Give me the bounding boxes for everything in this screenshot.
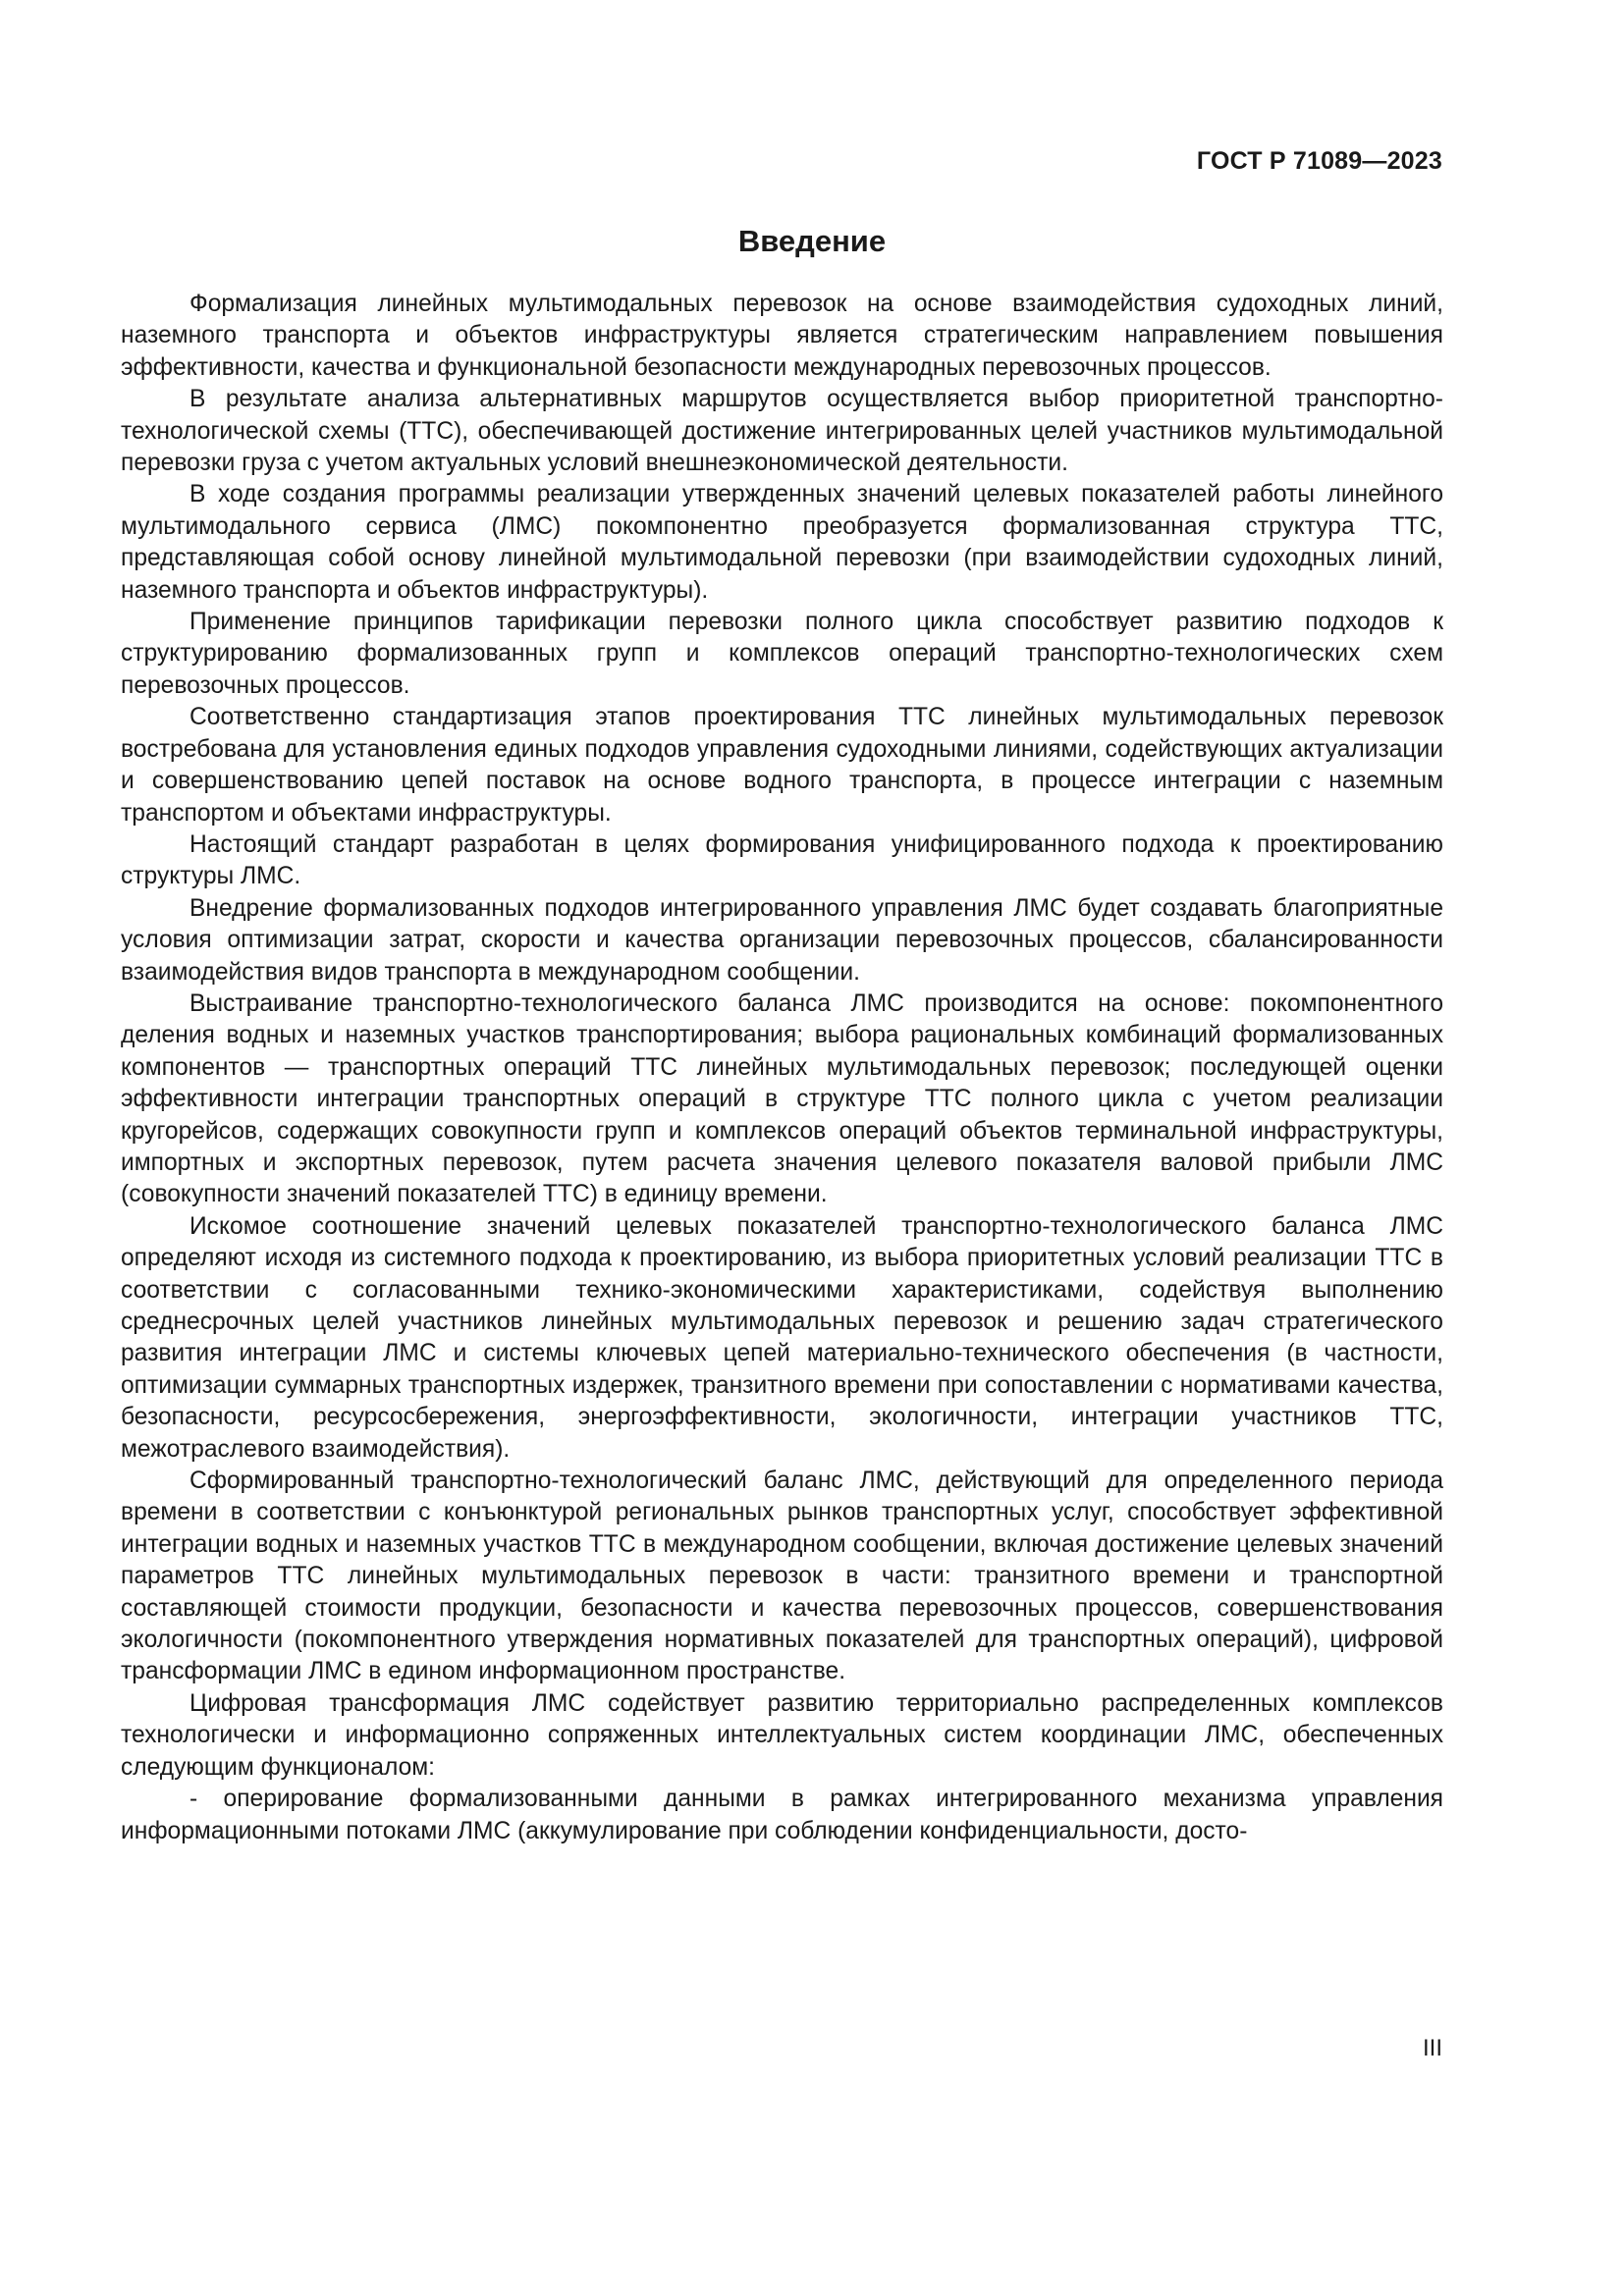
page-number: III [1422, 2035, 1442, 2061]
paragraph-9: Искомое соотношение значений целевых показателей транспортно-технологического баланса ЛМС определяют исходя из системного подхода к проектированию, из выбора приоритетных условий реализации ТТС в соответствии с согласованными технико-экономическими характеристиками, содействуя выполнению среднесрочных целей участников линейных мультимодальных перевозок и решению задач стратегического развития интеграции ЛМС и системы ключевых цепей материально-технического обеспечения (в частности, оптимизации суммарных транспортных издержек, транзитного времени при сопоставлении с нормативами качества, безопасности, ресурсосбережения, энергоэффективности, экологичности, интеграции участников ТТС, межотраслевого взаимодействия). [121, 1212, 1443, 1463]
paragraph-10: Сформированный транспортно-технологический баланс ЛМС, действующий для определенного периода времени в соответствии с конъюнктурой региональных рынков транспортных услуг, способствует эффективной интеграции водных и наземных участков ТТС в международном сообщении, включая достижение целевых значений параметров ТТС линейных мультимодальных перевозок в части: транзитного времени и транспортной составляющей стоимости продукции, безопасности и качества перевозочных процессов, совершенствования экологичности (покомпонентного утверждения нормативных показателей для транспортных операций), цифровой трансформации ЛМС в едином информационном пространстве. [121, 1468, 1443, 1685]
paragraph-8: Выстраивание транспортно-технологического баланса ЛМС производится на основе: покомпонентного деления водных и наземных участков транспортирования; выбора рациональных комбинаций формализованных компонентов — транспортных операций ТТС линейных мультимодальных перевозок; последующей оценки эффективности интеграции транспортных операций в структуре ТТС полного цикла с учетом реализации кругорейсов, содержащих совокупности групп и комплексов операций объектов терминальной инфраструктуры, импортных и экспортных перевозок, путем расчета значения целевого показателя валовой прибыли ЛМС (совокупности значений показателей ТТС) в единицу времени. [121, 989, 1443, 1208]
paragraph-6: Настоящий стандарт разработан в целях формирования унифицированного подхода к проектированию структуры ЛМС. [121, 830, 1443, 890]
paragraph-1: Формализация линейных мультимодальных перевозок на основе взаимодействия судоходных линий, наземного транспорта и объектов инфраструктуры является стратегическим направлением повышения эффективности, качества и функциональной безопасности международных перевозочных процессов. [121, 291, 1443, 381]
paragraph-5: Соответственно стандартизация этапов проектирования ТТС линейных мультимодальных перевозок востребована для установления единых подходов управления судоходными линиями, содействующих актуализации и совершенствованию цепей поставок на основе водного транспорта, в процессе интеграции с наземным транспортом и объектами инфраструктуры. [121, 704, 1443, 827]
paragraph-7: Внедрение формализованных подходов интегрированного управления ЛМС будет создавать благоприятные условия оптимизации затрат, скорости и качества организации перевозочных процессов, сбалансированности взаимодействия видов транспорта в международном сообщении. [121, 894, 1443, 986]
body-text [121, 289, 1443, 1847]
paragraph-2: В результате анализа альтернативных маршрутов осуществляется выбор приоритетной транспортно-технологической схемы (ТТС), обеспечивающей достижение интегрированных целей участников мультимодальной перевозки груза с учетом актуальных условий внешнеэкономической деятельности. [121, 386, 1443, 477]
section-title: Введение [737, 224, 887, 258]
paragraph-4: Применение принципов тарификации перевозки полного цикла способствует развитию подходов к структурированию формализованных групп и комплексов операций транспортно-технологических схем перевозочных процессов. [121, 609, 1443, 699]
paragraph-11: Цифровая трансформация ЛМС содействует развитию территориально распределенных комплексов технологически и информационно сопряженных интеллектуальных систем координации ЛМС, обеспеченных следующим функционалом: [121, 1689, 1443, 1781]
document-code: ГОСТ Р 71089—2023 [1196, 147, 1442, 175]
paragraph-3: В ходе создания программы реализации утвержденных значений целевых показателей работы линейного мультимодального сервиса (ЛМС) покомпонентно преобразуется формализованная структура ТТС, представляющая собой основу линейной мультимодальной перевозки (при взаимодействии судоходных линий, наземного транспорта и объектов инфраструктуры). [121, 481, 1443, 604]
list-item: - оперирование формализованными данными в рамках интегрированного механизма управления информационными потоками ЛМС (аккумулирование при соблюдении конфиденциальности, досто- [121, 1786, 1443, 1844]
